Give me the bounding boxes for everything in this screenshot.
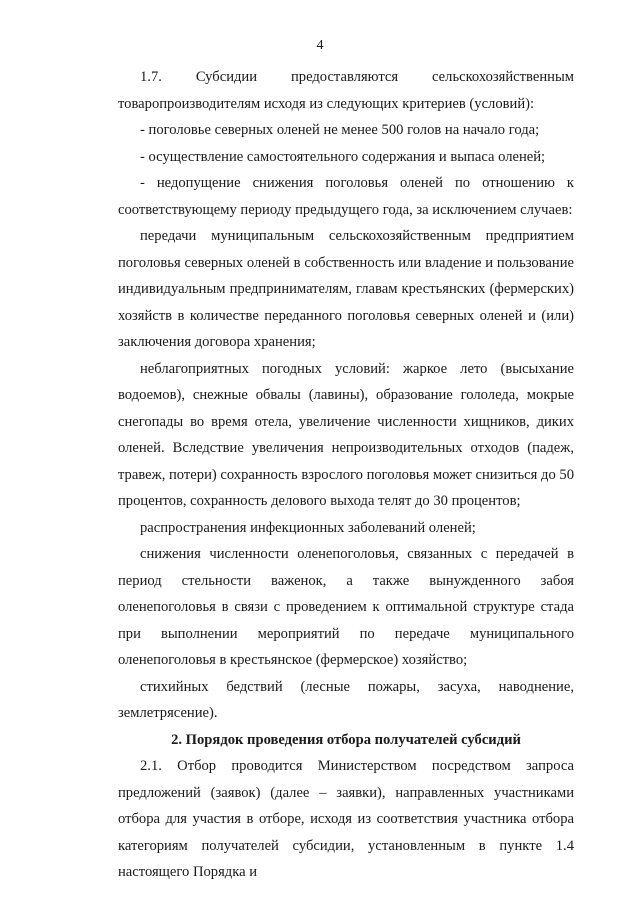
exception-case-disease: распространения инфекционных заболеваний оленей; <box>140 519 476 536</box>
exception-case-weather: неблагоприятных погодных условий: жаркое лето (высыхание водоемов), снежные обвалы (лавины), образование гололеда, мокрые снегопады во время отела, увеличение численности хищников, диких оленей. Вследствие увеличения непроизводительных отходов (падеж, травеж, потери) сохранность взрослого поголовья может снизиться до 50 процентов, сохранность делового выхода телят до 30 процентов; <box>118 360 574 509</box>
section-2-heading: 2. Порядок проведения отбора получателей субсидий <box>171 731 521 748</box>
page-number: 4 <box>316 38 324 53</box>
word: предоставляются <box>290 69 399 85</box>
document-body <box>118 64 574 886</box>
criterion-3: - недопущение снижения поголовья оленей по отношению к соответствующему периоду предыдущего года, за исключением случаев: <box>118 175 574 218</box>
paragraph-1-7-continuation: товаропроизводителям исходя из следующих критериев (условий): <box>118 95 535 112</box>
word: сельскохозяйственным <box>432 69 574 85</box>
exception-case-disaster: стихийных бедствий (лесные пожары, засуха, наводнение, землетрясение). <box>118 678 574 721</box>
word: Субсидии <box>195 69 258 85</box>
exception-case-reduction: снижения численности оленепоголовья, связанных с передачей в период стельности важенок, а также вынужденного забоя оленепоголовья в связи с проведением к оптимальной структуре стада при выполнении мероприятий по передаче муниципального оленепоголовья в крестьянское (фермерское) хозяйство; <box>118 546 574 668</box>
criterion-2: - осуществление самостоятельного содержания и выпаса оленей; <box>140 148 546 165</box>
criterion-1: - поголовье северных оленей не менее 500 голов на начало года; <box>140 122 540 138</box>
exception-case-transfer: передачи муниципальным сельскохозяйственным предприятием поголовья северных оленей в собственность или владение и пользование индивидуальным предпринимателям, главам крестьянских (фермерских) хозяйств в количестве переданного поголовья северных оленей и (или) заключения договора хранения; <box>118 228 574 350</box>
paragraph-1-7-first-line <box>118 64 574 91</box>
paragraph-2-1: 2.1. Отбор проводится Министерством посредством запроса предложений (заявок) (далее – заявки), направленных участниками отбора для участия в отборе, исходя из соответствия участника отбора категориям получателей субсидии, установленным в пункте 1.4 настоящего Порядка и <box>118 758 574 880</box>
paragraph-number: 1.7. <box>140 69 162 85</box>
